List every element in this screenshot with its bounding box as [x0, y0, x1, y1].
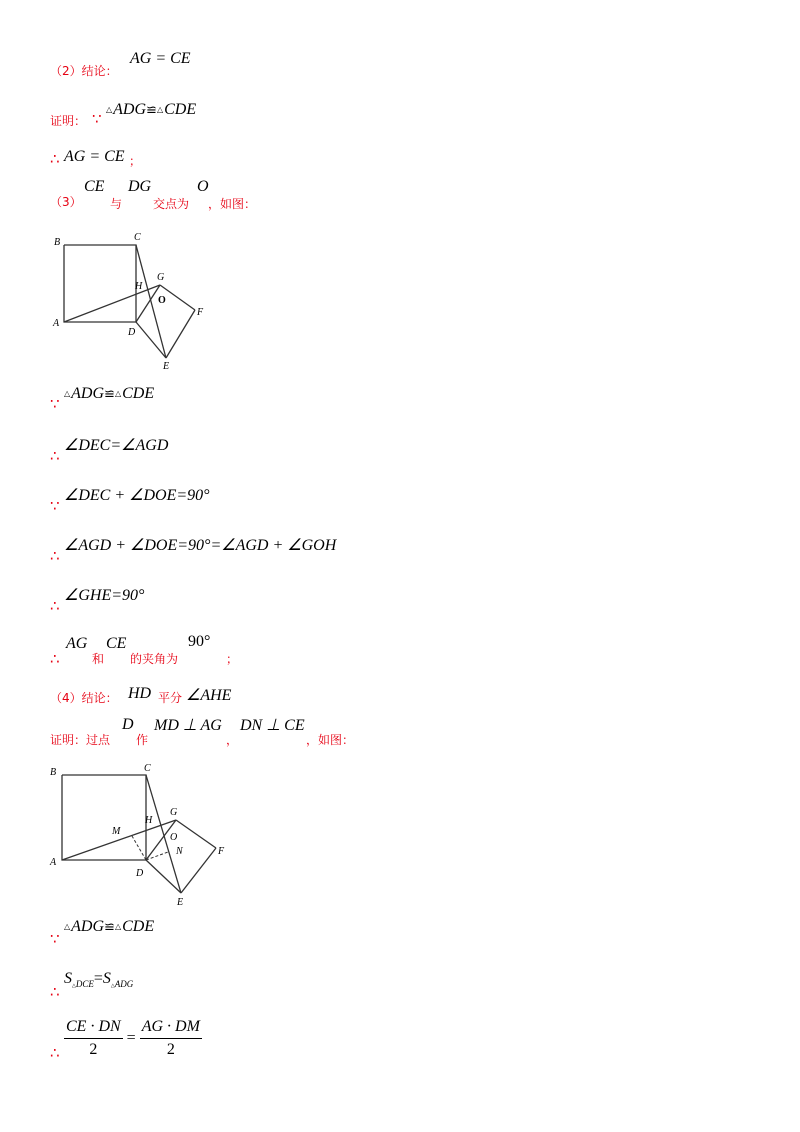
label-e: E — [163, 361, 170, 370]
label-c: C — [134, 232, 141, 243]
label-b: B — [54, 237, 61, 248]
part4-angle: ∠AHE — [186, 687, 232, 704]
step3-4-text: ∠AGD + ∠DOE=90°=∠AGD + ∠GOH — [64, 537, 337, 554]
label-a: A — [50, 857, 57, 868]
segment-fe — [166, 310, 195, 358]
step4-3-sym: ∴ — [50, 1044, 60, 1062]
proof4-rutu: ，如图： — [306, 733, 355, 747]
part3-dg: DG — [128, 178, 152, 195]
figure1-square-diagram — [40, 225, 230, 370]
step3-3-text: ∠DEC + ∠DOE=90° — [64, 487, 210, 504]
part2-formula: AG = CE — [130, 50, 191, 67]
step3-3-sym: ∵ — [50, 497, 60, 515]
part4-hd: HD — [128, 685, 152, 702]
fraction-right: $\frac{AG \cdot DM}{2}$ — [141, 1018, 200, 1058]
part3-ce: CE — [84, 178, 105, 195]
label-f: F — [197, 307, 204, 318]
part3-rutu: ，如图： — [208, 197, 257, 211]
step3-1-text: △ADG≌△CDE — [64, 385, 155, 402]
step4-2-text: $S_{\triangle DCE}=S_{\triangle ADG}$ — [64, 970, 134, 989]
conclusion3-he: 和 — [92, 652, 105, 666]
step3-1-sym: ∵ — [50, 395, 60, 413]
label-h: H — [135, 281, 143, 292]
part3-o: O — [197, 178, 209, 195]
proof2-congruence: △ADG≌△CDE — [106, 101, 197, 118]
conclusion3-ag: AG — [66, 635, 88, 652]
segment-ag — [64, 285, 160, 322]
label-a: A — [53, 318, 60, 329]
proof4-md: MD ⊥ AG — [154, 717, 222, 734]
step3-5-text: ∠GHE=90° — [64, 587, 145, 604]
segment-dm-dashed — [132, 836, 146, 860]
step4-2-sym: ∴ — [50, 983, 60, 1001]
step3-5-sym: ∴ — [50, 597, 60, 615]
step4-1-text: △ADG≌△CDE — [64, 918, 155, 935]
square-abcd — [64, 245, 136, 322]
label-d: D — [128, 327, 136, 338]
label-o: O — [170, 832, 178, 843]
label-o: O — [158, 295, 166, 306]
label-c: C — [144, 763, 151, 774]
proof2-therefore: ∴ — [50, 150, 60, 168]
proof4-label: 证明：过点 — [50, 733, 111, 747]
proof4-comma: ， — [226, 733, 239, 747]
part4-label: （4）结论： — [50, 691, 118, 705]
figure2-square-diagram — [40, 758, 240, 910]
step3-4-sym: ∴ — [50, 547, 60, 565]
segment-gf — [176, 820, 216, 848]
label-d: D — [136, 868, 144, 879]
label-g: G — [170, 807, 178, 818]
part3-jiaodian: 交点为 — [153, 197, 190, 211]
conclusion3-jiajiao: 的夹角为 — [130, 652, 179, 666]
label-n: N — [176, 846, 183, 857]
step3-2-text: ∠DEC=∠AGD — [64, 437, 169, 454]
proof2-label: 证明： — [50, 114, 87, 128]
triangle-cde: CDE — [164, 101, 197, 118]
congruent-sign: ≌ — [146, 103, 157, 118]
proof4-d: D — [122, 716, 134, 733]
label-g: G — [157, 272, 165, 283]
label-h: H — [145, 815, 153, 826]
part2-label: （2）结论： — [50, 64, 118, 78]
step4-1-sym: ∵ — [50, 930, 60, 948]
segment-fe — [181, 848, 216, 893]
proof2-result: AG = CE — [64, 148, 125, 165]
part3-label: （3） — [50, 195, 82, 209]
proof4-zuo: 作 — [136, 733, 149, 747]
conclusion3-sym: ∴ — [50, 650, 60, 668]
square-abcd — [62, 775, 146, 860]
label-e: E — [177, 897, 184, 908]
step3-2-sym: ∴ — [50, 447, 60, 465]
proof2-because: ∵ — [92, 110, 102, 128]
part3-yu: 与 — [110, 197, 123, 211]
triangle-adg: ADG — [113, 101, 147, 118]
step4-3-equation: $\frac{CE \cdot DN}{2}$ = $\frac{AG \cdot DM}{2}$ — [66, 1018, 200, 1058]
proof2-semicolon: ； — [129, 154, 142, 168]
label-f: F — [218, 846, 225, 857]
part4-pingfen: 平分 — [158, 691, 183, 705]
label-m: M — [112, 826, 121, 837]
conclusion3-angle: 90° — [188, 633, 211, 650]
conclusion3-ce: CE — [106, 635, 127, 652]
proof4-dn: DN ⊥ CE — [240, 717, 305, 734]
label-b: B — [50, 767, 57, 778]
fraction-left: $\frac{CE \cdot DN}{2}$ — [66, 1018, 121, 1058]
conclusion3-semicolon: ； — [226, 652, 239, 666]
